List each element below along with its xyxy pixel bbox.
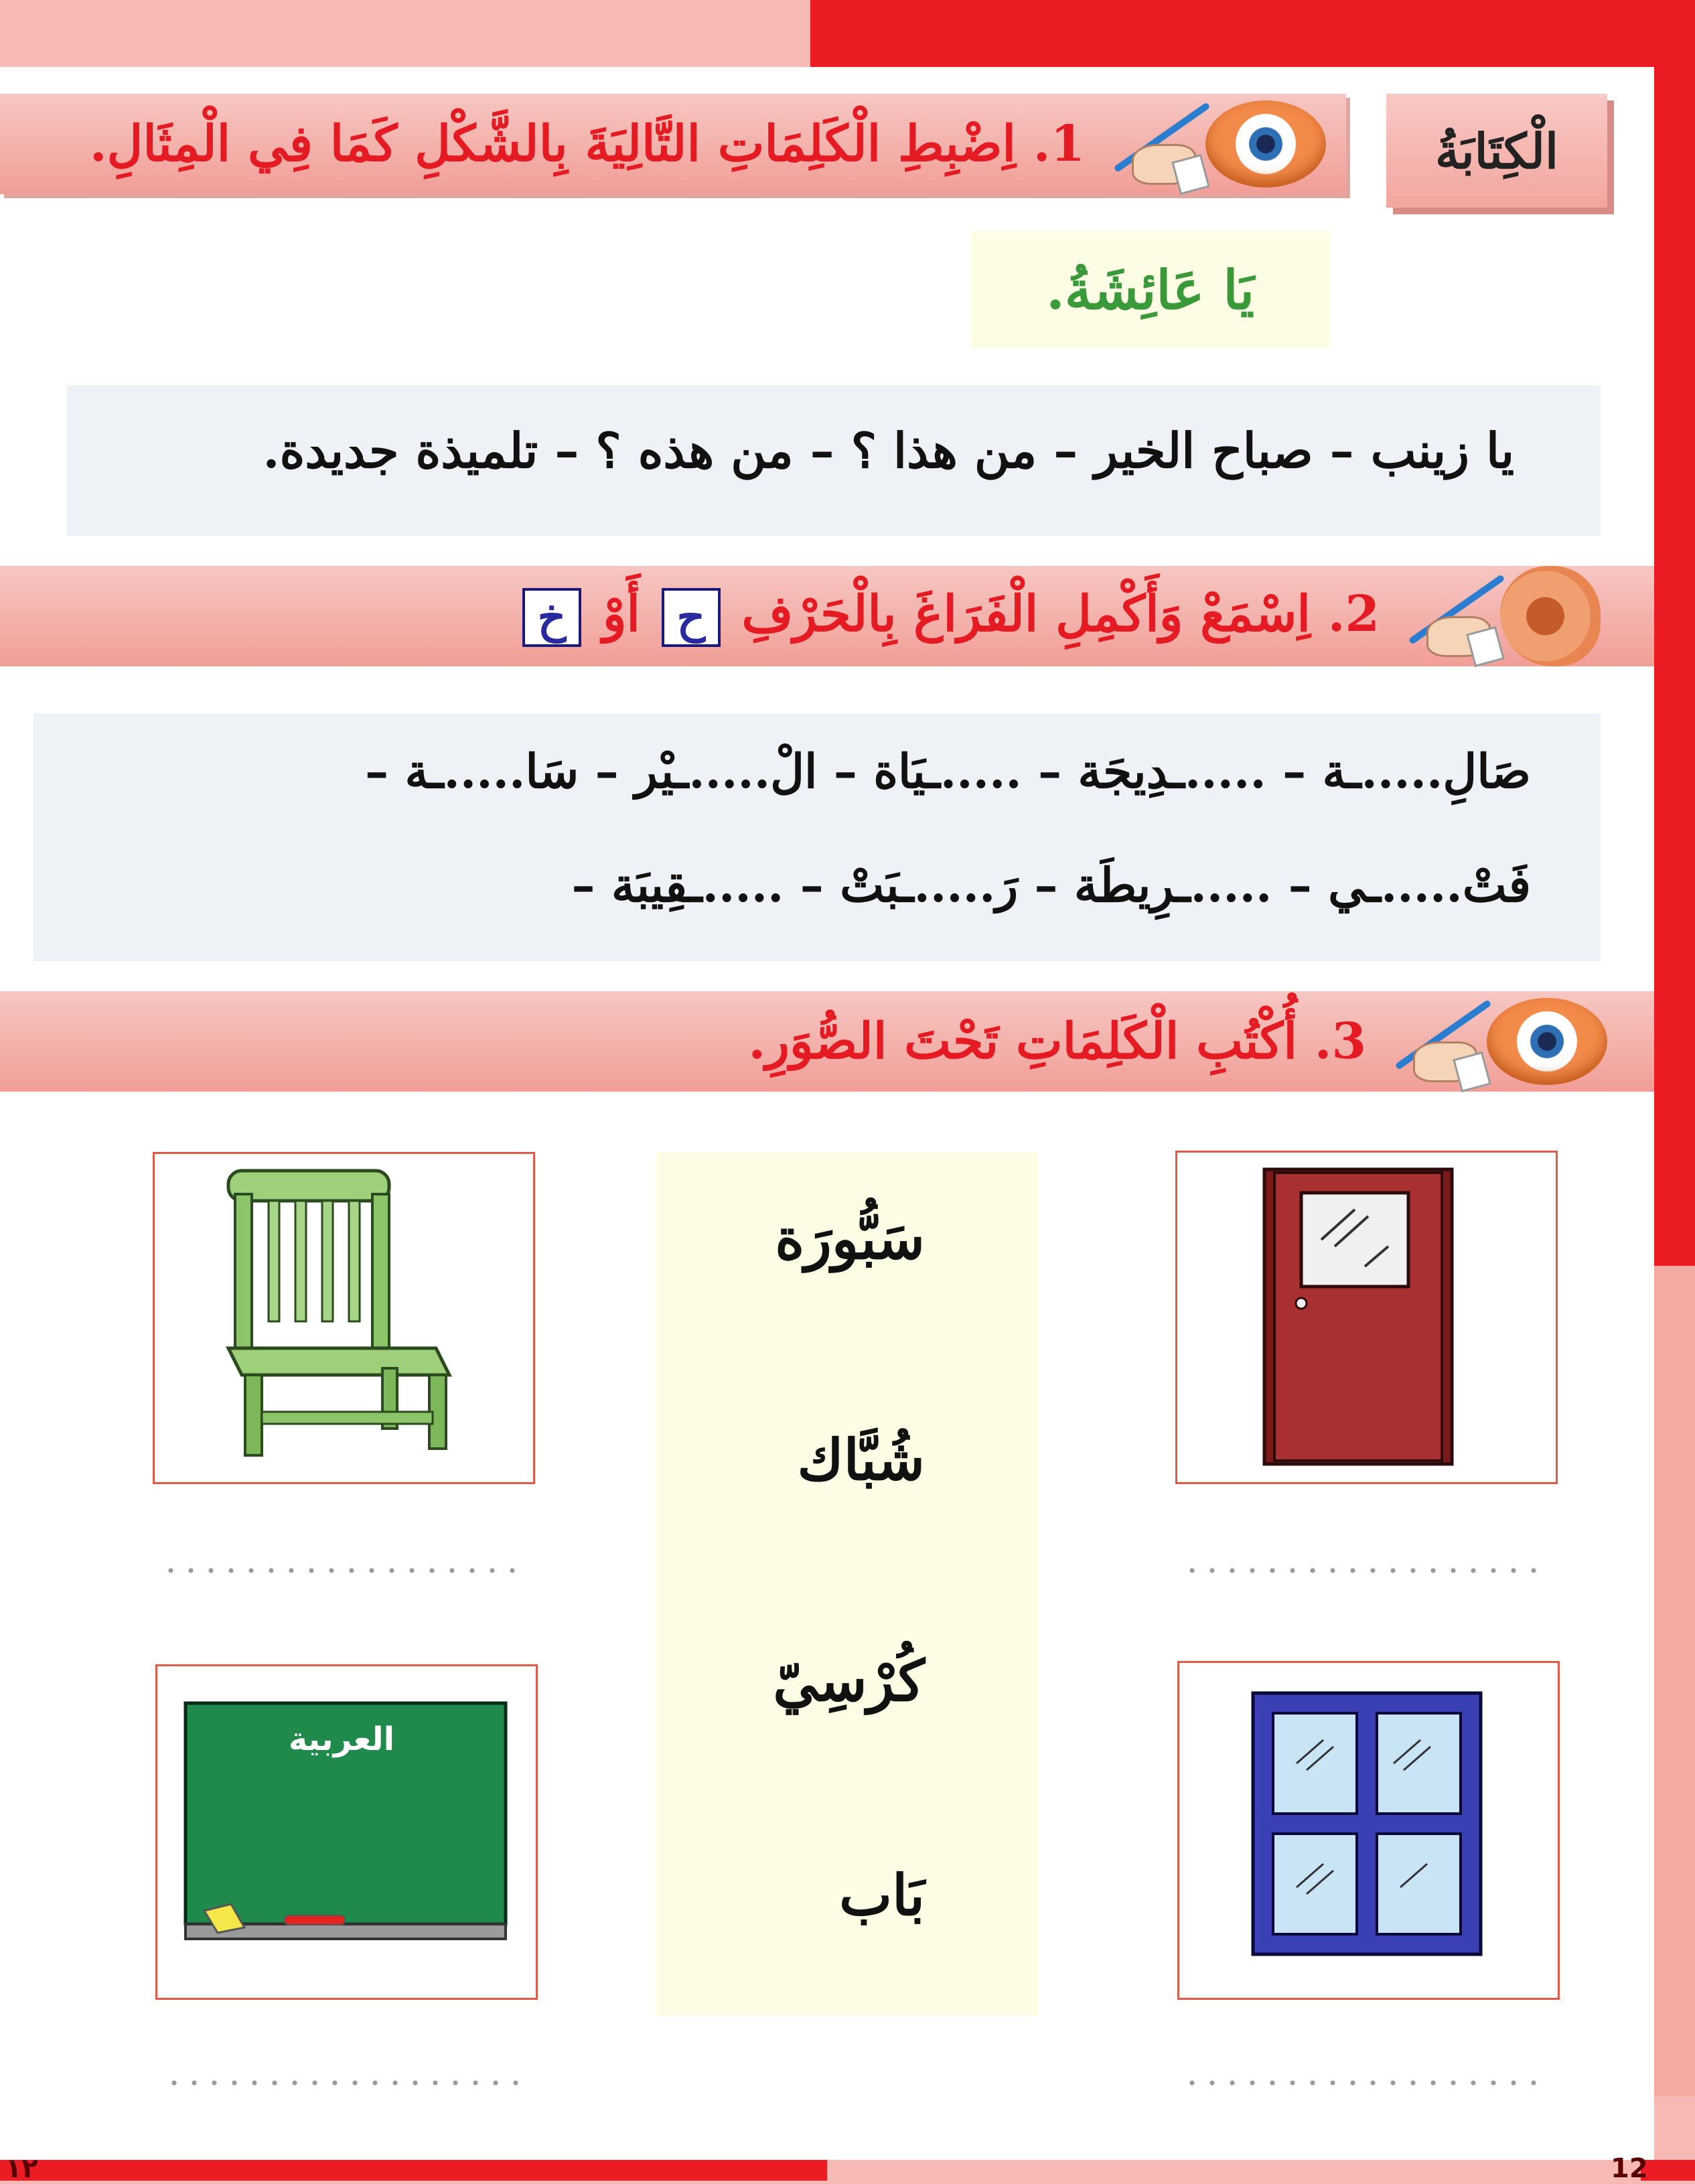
answer-dots-window bbox=[1182, 2080, 1544, 2086]
exercise-3-instruction: 3. أُكْتُبِ الْكَلِمَاتِ تَحْتَ الصُّوَرِ. bbox=[748, 1013, 1366, 1070]
chair-picture-frame bbox=[153, 1152, 535, 1484]
exercise-2-row-1: صَالِ.....ـة – .....ـدِيجَة – .....ـيَاة – الْ.....ـيْر – سَا.....ـة – bbox=[365, 743, 1531, 799]
window-picture-frame bbox=[1177, 1661, 1560, 2000]
example-text: يَا عَائِشَةُ. bbox=[1046, 258, 1254, 321]
page-number: 12 bbox=[1611, 2153, 1648, 2184]
exercise-2-header bbox=[0, 566, 1654, 666]
word-door: بَاب bbox=[838, 1862, 925, 1928]
exercise-1-sentences: يا زينب – صباح الخير – من هذا ؟ – من هذه ؟ – تلميذة جديدة. bbox=[263, 422, 1514, 479]
eye-icon bbox=[1487, 998, 1607, 1085]
writing-hand-icon bbox=[1386, 569, 1500, 663]
letter-box-ha: ح bbox=[662, 588, 721, 647]
right-pink-edge bbox=[1654, 1266, 1695, 2096]
exercise-3-header bbox=[0, 991, 1654, 1092]
answer-dots-door bbox=[1182, 1567, 1544, 1574]
window-icon bbox=[1179, 1663, 1558, 1998]
answer-dots-blackboard bbox=[164, 2080, 526, 2086]
exercise-1-instruction: 1. اِضْبِطِ الْكَلِمَاتِ التَّالِيَةَ بِالشَّكْلِ كَمَا فِي الْمِثَالِ. bbox=[89, 115, 1085, 173]
blackboard-icon bbox=[157, 1666, 536, 1998]
blackboard-text: العربية bbox=[288, 1721, 395, 1758]
chair-icon bbox=[155, 1154, 533, 1482]
or-word: أَوْ bbox=[602, 585, 640, 643]
writing-hand-icon bbox=[1373, 995, 1487, 1088]
right-red-edge bbox=[1654, 0, 1695, 1266]
exercise-1-header bbox=[0, 94, 1346, 194]
exercise-2-row-2: فَتْ.....ـي – .....ـرِيطَة – رَ.....ـبَتْ – .....ـقِيبَة – bbox=[571, 857, 1531, 913]
exercise-2-label: 2. اِسْمَعْ وَأَكْمِلِ الْفَرَاغَ بِالْحَرْفِ bbox=[741, 585, 1380, 643]
word-chair: كُرْسِيّ bbox=[773, 1648, 925, 1714]
eye-icon bbox=[1205, 100, 1326, 188]
letter-box-kha: خ bbox=[522, 588, 581, 647]
writing-hand-icon bbox=[1092, 97, 1205, 191]
ear-icon bbox=[1500, 566, 1601, 666]
bottom-pink-band bbox=[827, 2160, 1641, 2181]
exercise-2-instruction bbox=[518, 585, 1380, 648]
page-number-arabic: ١٢ bbox=[5, 2153, 38, 2184]
blackboard-picture-frame bbox=[155, 1664, 538, 2000]
word-window: شُبَّاك bbox=[797, 1427, 925, 1493]
top-pink-band bbox=[0, 0, 810, 67]
top-red-band bbox=[810, 0, 1695, 67]
word-blackboard: سَبُّورَة bbox=[775, 1206, 925, 1272]
door-icon bbox=[1177, 1153, 1556, 1482]
answer-dots-chair bbox=[161, 1567, 522, 1574]
door-picture-frame bbox=[1175, 1151, 1558, 1484]
section-title: الْكِتَابَةُ bbox=[1386, 94, 1607, 208]
example-box bbox=[971, 231, 1329, 348]
